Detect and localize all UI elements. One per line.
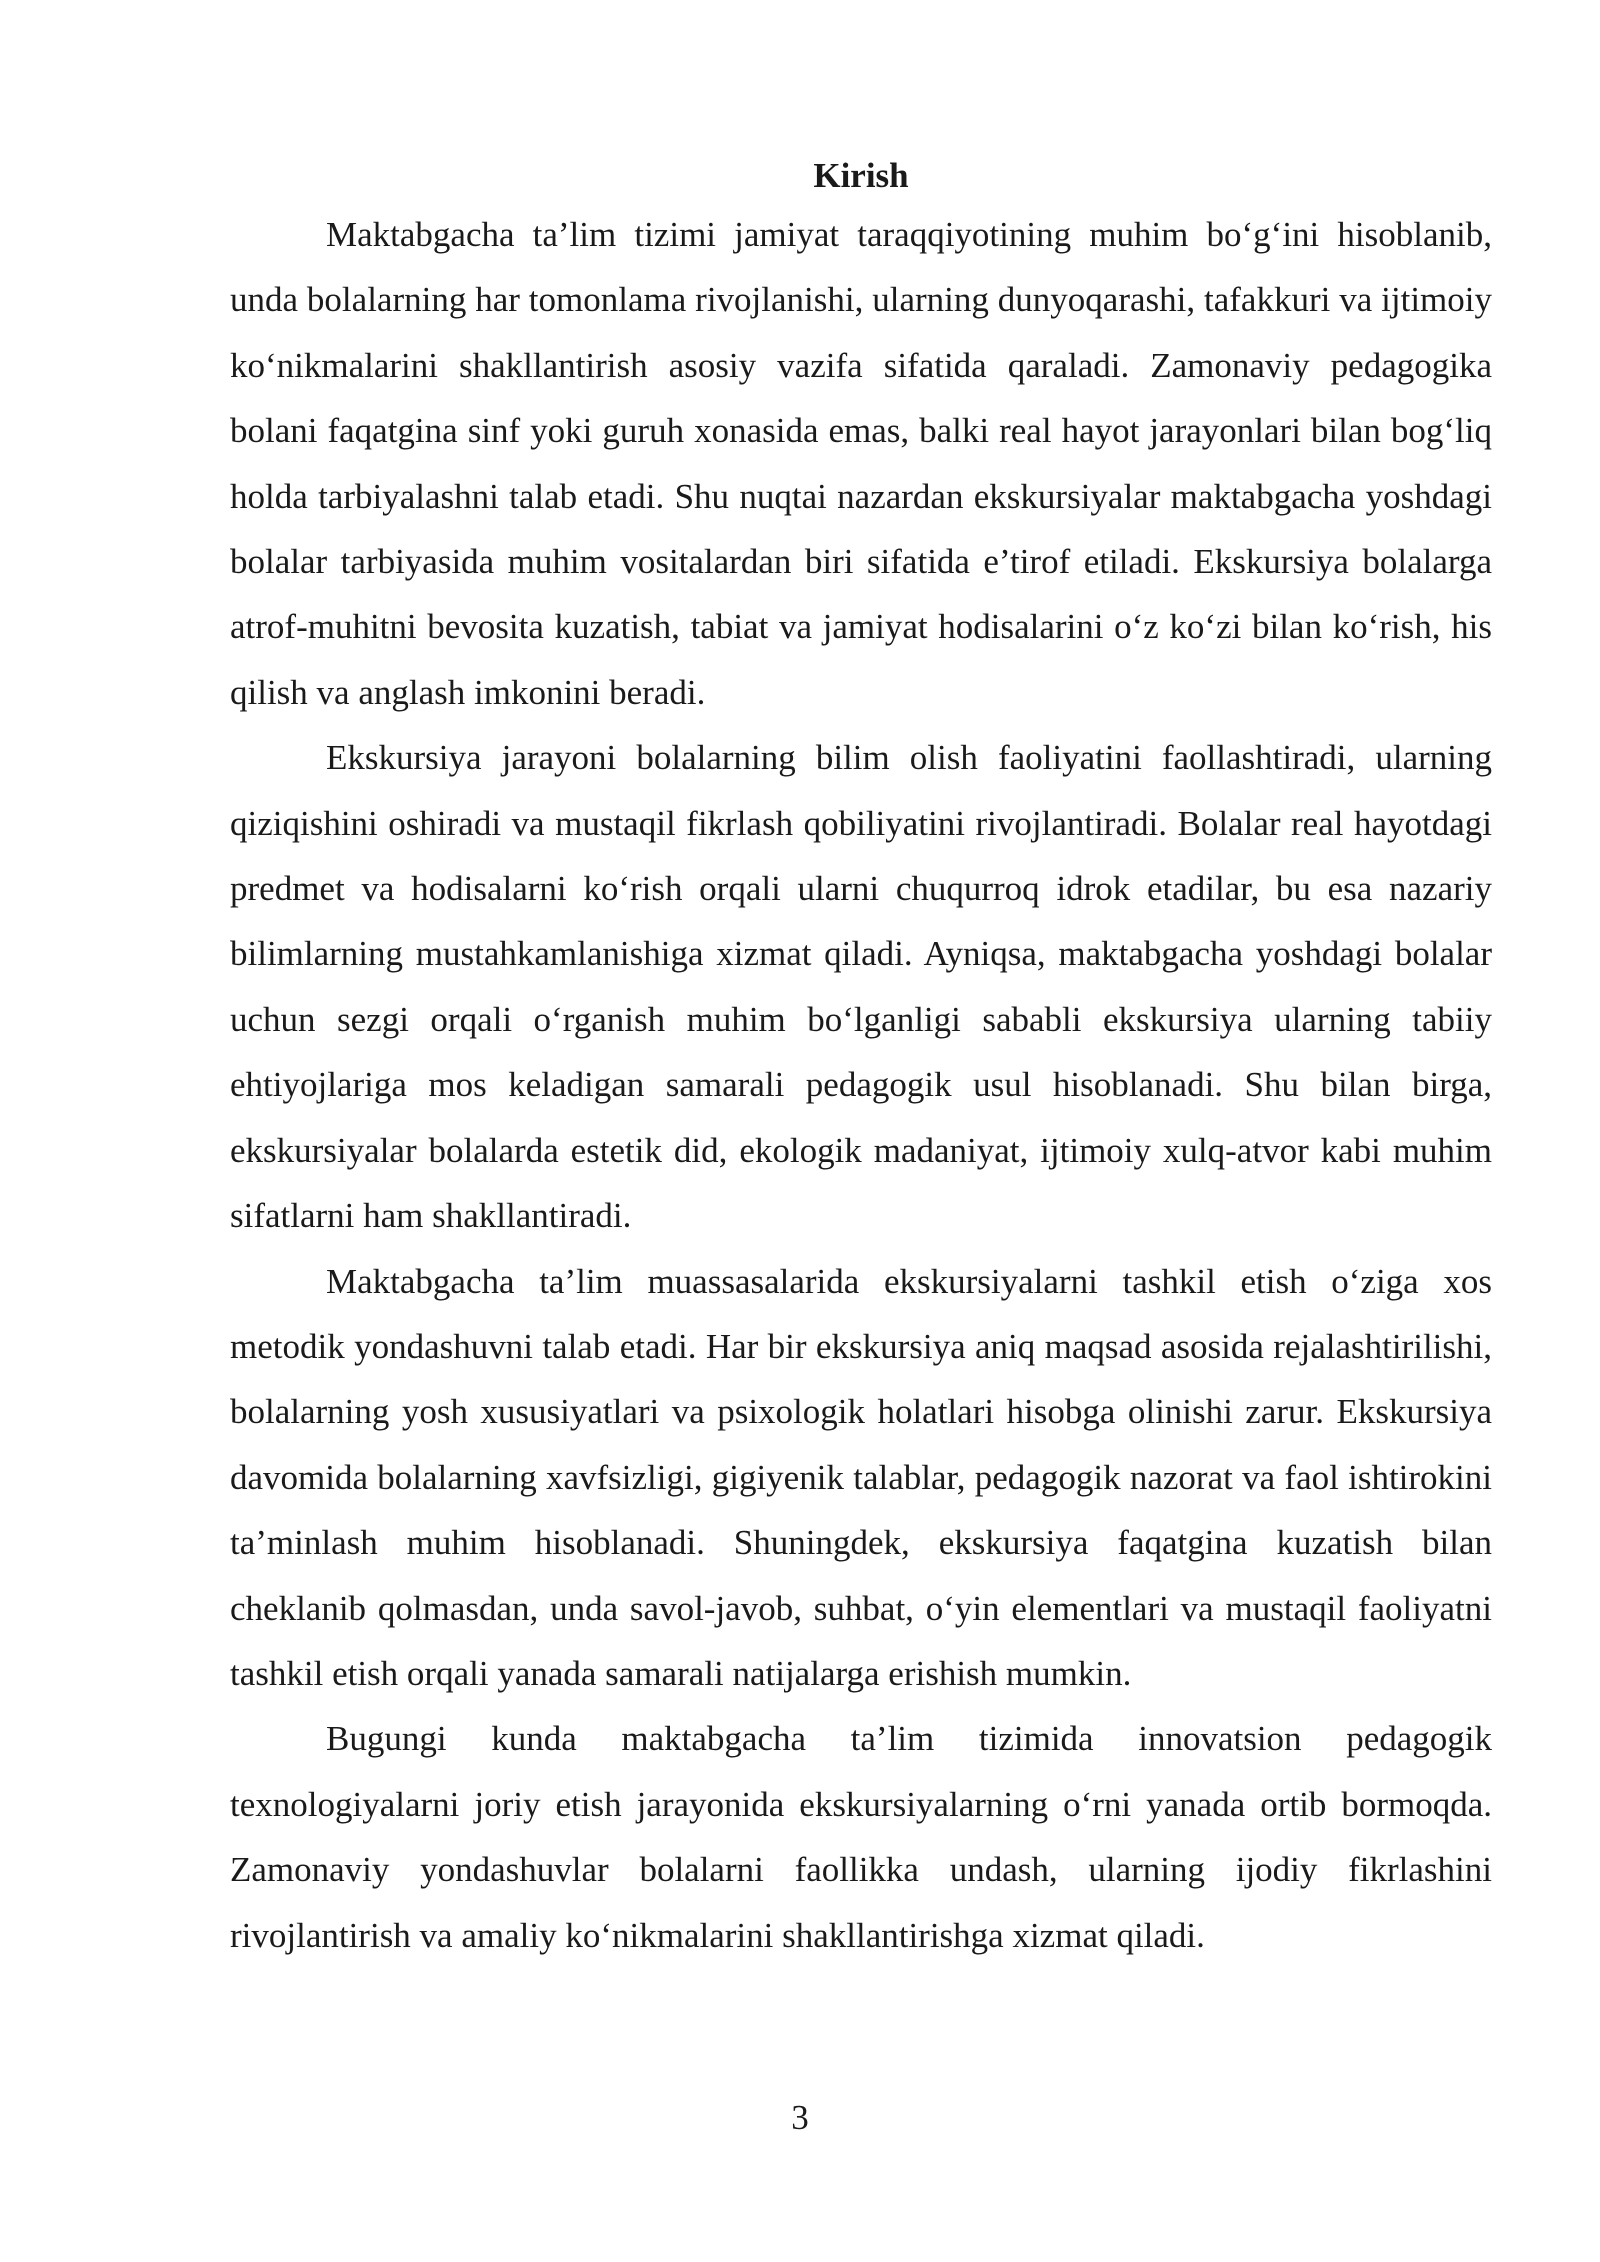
paragraph-1: Maktabgacha ta’lim tizimi jamiyat taraqqiyotining muhim bo‘g‘ini hisoblanib, unda bolalarning har tomonlama rivojlanishi, ularning dunyoqarashi, tafakkuri va ijtimoiy ko‘nikmalarini shakllantirish asosiy vazifa sifatida qaraladi. Zamonaviy pedagogika bolani faqatgina sinf yoki guruh xonasida emas, balki real hayot jarayonlari bilan bog‘liq holda tarbiyalashni talab etadi. Shu nuqtai nazardan ekskursiyalar maktabgacha yoshdagi bolalar tarbiyasida muhim vositalardan biri sifatida e’tirof etiladi. Ekskursiya bolalarga atrof-muhitni bevosita kuzatish, tabiat va jamiyat hodisalarini o‘z ko‘zi bilan ko‘rish, his qilish va anglash imkonini beradi. [230,215,1492,712]
paragraph-4: Bugungi kunda maktabgacha ta’lim tizimida innovatsion pedagogik texnologiyalarni joriy etish jarayonida ekskursiyalarning o‘rni yanada ortib bormoqda. Zamonaviy yondashuvlar bolalarni faollikka undash, ularning ijodiy fikrlashini rivojlantirish va amaliy ko‘nikmalarini shakllantirishga xizmat qiladi. [230,1719,1492,1955]
page-number: 3 [791,2098,809,2137]
paragraph-2: Ekskursiya jarayoni bolalarning bilim olish faoliyatini faollashtiradi, ularning qiziqishini oshiradi va mustaqil fikrlash qobiliyatini rivojlantiradi. Bolalar real hayotdagi predmet va hodisalarni ko‘rish orqali ularni chuqurroq idrok etadilar, bu esa nazariy bilimlarning mustahkamlanishiga xizmat qiladi. Ayniqsa, maktabgacha yoshdagi bolalar uchun sezgi orqali o‘rganish muhim bo‘lganligi sababli ekskursiya ularning tabiiy ehtiyojlariga mos keladigan samarali pedagogik usul hisoblanadi. Shu bilan birga, ekskursiyalar bolalarda estetik did, ekologik madaniyat, ijtimoiy xulq-atvor kabi muhim sifatlarni ham shakllantiradi. [230,738,1492,1236]
page-body [230,150,1492,1968]
section-title: Kirish [813,156,909,195]
paragraph-3: Maktabgacha ta’lim muassasalarida ekskursiyalarni tashkil etish o‘ziga xos metodik yondashuvni talab etadi. Har bir ekskursiya aniq maqsad asosida rejalashtirilishi, bolalarning yosh xususiyatlari va psixologik holatlari hisobga olinishi zarur. Ekskursiya davomida bolalarning xavfsizligi, gigiyenik talablar, pedagogik nazorat va faol ishtirokini ta’minlash muhim hisoblanadi. Shuningdek, ekskursiya faqatgina kuzatish bilan cheklanib qolmasdan, unda savol-javob, suhbat, o‘yin elementlari va mustaqil faoliyatni tashkil etish orqali yanada samarali natijalarga erishish mumkin. [230,1261,1492,1693]
